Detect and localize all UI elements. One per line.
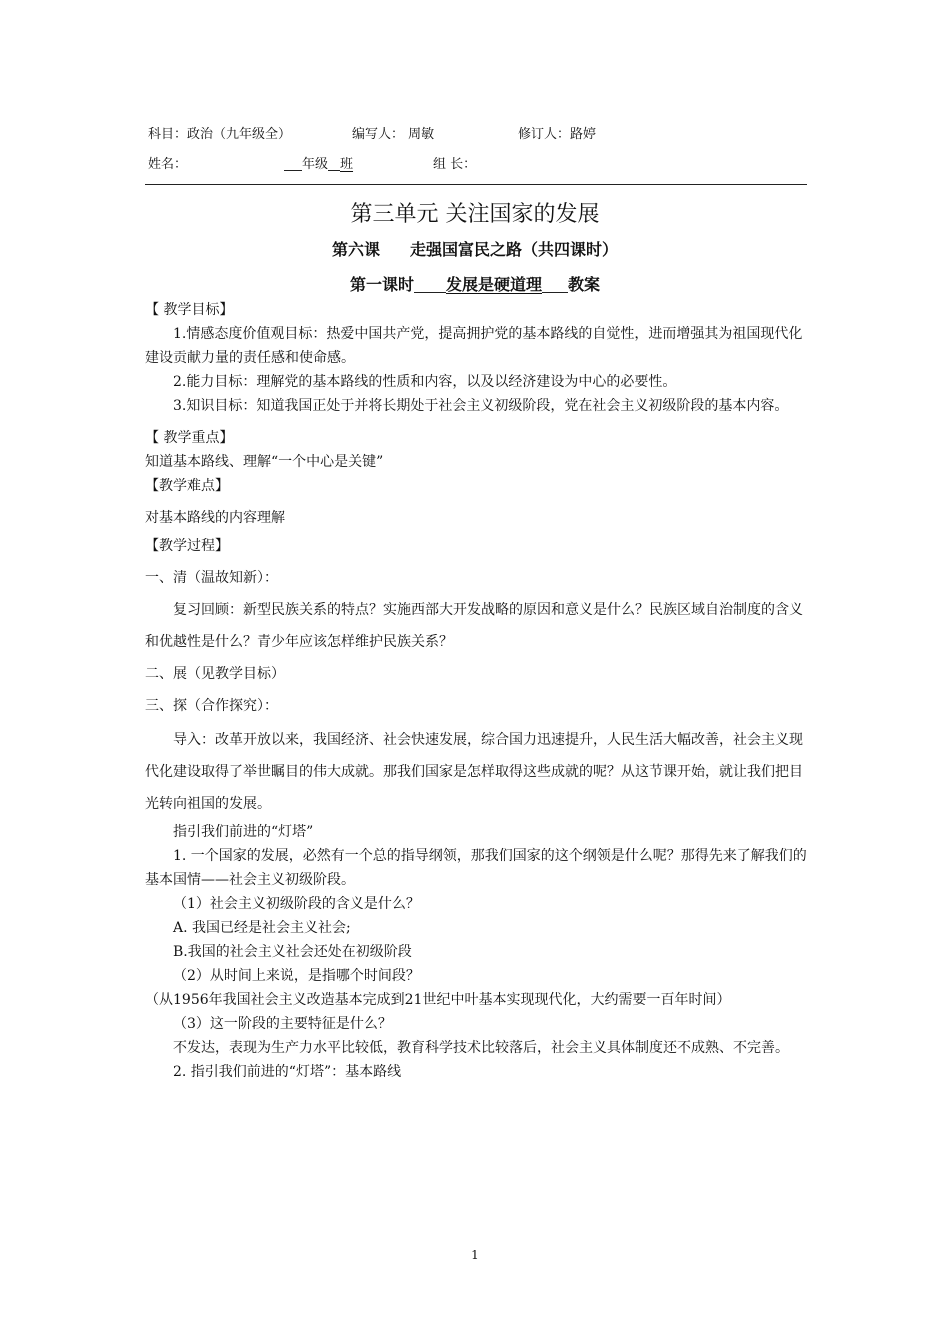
answer-3: 不发达，表现为生产力水平比较低，教育科学技术比较落后，社会主义具体制度还不成熟、不完善。 (173, 1040, 789, 1056)
section-1-heading: 一、清（温故知新）： (145, 570, 278, 586)
difficulty-heading: 【教学难点】 (145, 478, 229, 494)
lesson-title (0, 237, 950, 260)
name-label: 姓名： (148, 157, 188, 172)
lighthouse-heading: 指引我们前进的“灯塔” (173, 824, 314, 840)
author-label: 编写人： 周敏 (352, 127, 435, 142)
lesson-name: 走强国富民之路（共四课时） (410, 240, 619, 259)
question-2: （2）从时间上来说，是指哪个时间段？ (173, 968, 420, 984)
period-blank-left (414, 276, 446, 293)
lesson-plan-body (145, 298, 810, 1084)
header-divider (145, 184, 807, 185)
answer-1a: A. 我国已经是社会主义社会; (173, 920, 351, 936)
reviser-label: 修订人：路婷 (518, 127, 597, 142)
objective-3: 3.知识目标：知道我国正处于并将长期处于社会主义初级阶段，党在社会主义初级阶段的基本内容。 (173, 398, 789, 414)
question-3: （3）这一阶段的主要特征是什么？ (173, 1016, 392, 1032)
section-3-heading: 三、探（合作探究）： (145, 698, 278, 714)
class-label: 班 (340, 157, 354, 172)
unit-title: 第三单元 关注国家的发展 (350, 202, 600, 227)
period-suffix: 教案 (568, 275, 601, 294)
grade-label: 年级 (302, 157, 329, 172)
section-2-heading: 二、展（见教学目标） (145, 666, 285, 682)
answer-1b: B.我国的社会主义社会还处在初级阶段 (173, 944, 412, 960)
key-point-heading: 【 教学重点】 (145, 430, 234, 446)
class-blank (328, 155, 340, 171)
intro-text: 导入：改革开放以来，我国经济、社会快速发展，综合国力迅速提升，人民生活大幅改善，社会主义现代化建设取得了举世瞩目的伟大成就。那我们国家是怎样取得这些成就的呢？从这节课开始，就让我们把目光转向祖国的发展。 (145, 732, 803, 812)
period-topic: 发展是硬道理 (445, 275, 542, 294)
paragraph-2: 2. 指引我们前进的“灯塔”：基本路线 (173, 1064, 402, 1080)
difficulty-text: 对基本路线的内容理解 (145, 510, 285, 526)
page-number: 1 (471, 1248, 479, 1262)
process-heading: 【教学过程】 (145, 538, 229, 554)
period-title (0, 272, 950, 295)
grade-blank (284, 155, 302, 171)
section-1-text: 复习回顾：新型民族关系的特点？实施西部大开发战略的原因和意义是什么？民族区域自治制度的含义和优越性是什么？青少年应该怎样维护民族关系？ (145, 602, 803, 650)
question-1: （1）社会主义初级阶段的含义是什么？ (173, 896, 420, 912)
period-blank-right (542, 276, 568, 293)
leader-label: 组 长： (433, 157, 477, 172)
subject-label: 科目：政治（九年级全） (148, 127, 292, 142)
objective-2: 2.能力目标：理解党的基本路线的性质和内容，以及以经济建设为中心的必要性。 (173, 374, 677, 390)
paragraph-1: 1. 一个国家的发展，必然有一个总的指导纲领，那我们国家的这个纲领是什么呢？那得先来了解我们的基本国情——社会主义初级阶段。 (145, 848, 807, 888)
grade-field (284, 153, 353, 172)
period-number: 第一课时 (349, 275, 414, 294)
lesson-number: 第六课 (331, 240, 380, 259)
answer-2: （从1956年我国社会主义改造基本完成到21世纪中叶基本实现现代化，大约需要一百年时间） (145, 992, 731, 1008)
objective-1: 1.情感态度价值观目标：热爱中国共产党，提高拥护党的基本路线的自觉性，进而增强其为祖国现代化建设贡献力量的责任感和使命感。 (145, 326, 803, 366)
key-point-text: 知道基本路线、理解“一个中心是关键” (145, 454, 384, 470)
objectives-heading: 【 教学目标】 (145, 302, 234, 318)
